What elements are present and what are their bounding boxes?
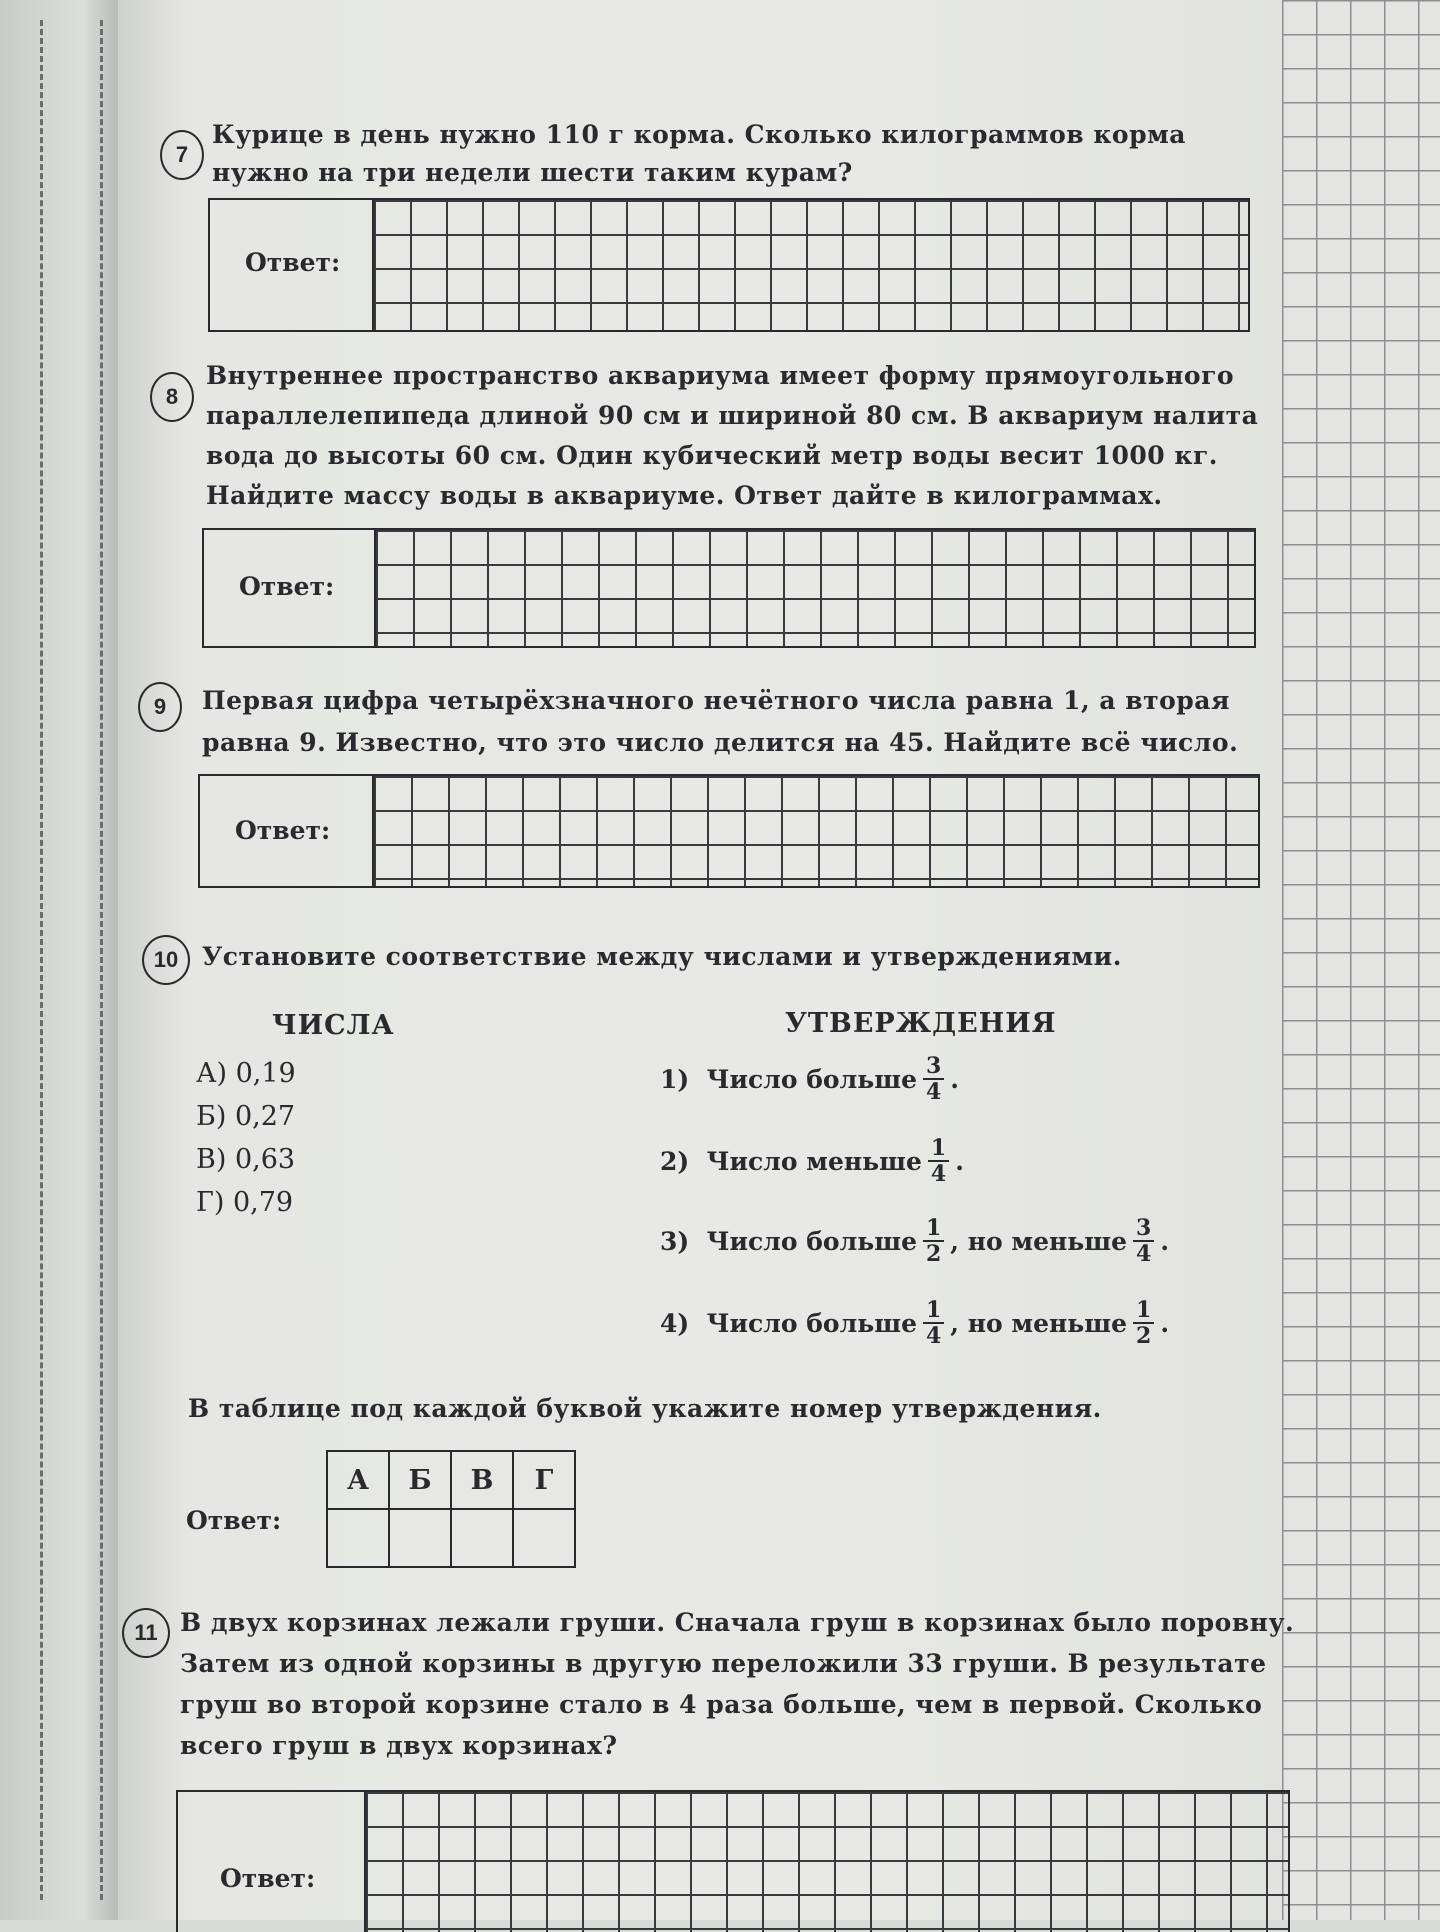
statement-4: 4) Число больше $\frac{1}{4}$ , но меньше $\frac{1}{2}$ . (660, 1297, 1170, 1349)
task-8-answer-box[interactable] (202, 528, 1256, 648)
task-11-answer-box[interactable] (176, 1790, 1290, 1932)
task-11-number: 11 (122, 1608, 170, 1658)
numbers-header: ЧИСЛА (272, 1010, 395, 1041)
task-10-answer-table (326, 1450, 576, 1568)
statement-text: Число меньше (706, 1146, 922, 1176)
table-header-a: А (327, 1451, 389, 1509)
answer-label: Ответ: (220, 1864, 316, 1893)
statement-text: Число больше (706, 1308, 917, 1338)
statements-header: УТВЕРЖДЕНИЯ (785, 1008, 1057, 1039)
task-8-text: Внутреннее пространство аквариума имеет форму прямоугольного параллелепипеда длиной 90 см и шириной 80 см. В аквариум налита вода до высоты 60 см. Один кубический метр воды весит 1000 кг. Найдите массу воды в аквариуме. Ответ дайте в килограммах. (206, 361, 1259, 510)
task-9-text: Первая цифра четырёхзначного нечётного числа равна 1, а вторая равна 9. Известно, что это число делится на 45. Найдите всё число. (202, 686, 1239, 757)
statement-3: 3) Число больше $\frac{1}{2}$ , но меньше $\frac{3}{4}$ . (660, 1215, 1170, 1267)
fraction: $\frac{1}{4}$ (923, 1298, 944, 1348)
number-item-b: Б) 0,27 (196, 1101, 296, 1132)
task-10-instruction: В таблице под каждой буквой укажите номер утверждения. (188, 1394, 1102, 1423)
task-11-text: В двух корзинах лежали груши. Сначала груш в корзинах было поровну. Затем из одной корзины в другую переложили 33 груши. В результате груш во второй корзине стало в 4 раза больше, чем в первой. Сколько всего груш в двух корзинах? (180, 1608, 1295, 1760)
fraction: $\frac{1}{2}$ (1133, 1298, 1154, 1348)
answer-cell-b[interactable] (389, 1509, 451, 1567)
statement-number: 2) (660, 1146, 690, 1176)
statement-number: 4) (660, 1308, 690, 1338)
cut-line-left (40, 20, 43, 1900)
task-8-number: 8 (150, 372, 194, 422)
answer-label: Ответ: (239, 572, 335, 601)
fraction: $\frac{3}{4}$ (923, 1054, 944, 1104)
statement-number: 3) (660, 1226, 690, 1256)
task-7-text: Курице в день нужно 110 г корма. Сколько килограммов корма нужно на три недели шести таким курам? (212, 120, 1186, 187)
task-10-text: Установите соответствие между числами и утверждениями. (202, 942, 1122, 971)
task-11-answer-grid[interactable] (364, 1792, 1288, 1932)
graph-paper-sheet (1282, 0, 1440, 1920)
cut-line-right (100, 20, 103, 1900)
task-8-answer-grid[interactable] (374, 530, 1254, 646)
task-9-answer-grid[interactable] (372, 776, 1258, 886)
task-7-answer-grid[interactable] (372, 200, 1248, 330)
table-header-g: Г (513, 1451, 575, 1509)
answer-cell-g[interactable] (513, 1509, 575, 1567)
statement-number: 1) (660, 1064, 690, 1094)
task-9-number: 9 (138, 682, 182, 732)
number-item-g: Г) 0,79 (196, 1187, 294, 1218)
answer-label: Ответ: (235, 816, 331, 845)
statement-2: 2) Число меньше $\frac{1}{4}$ . (660, 1135, 964, 1187)
number-item-v: В) 0,63 (196, 1144, 296, 1175)
answer-cell-v[interactable] (451, 1509, 513, 1567)
statement-text: Число больше (706, 1226, 917, 1256)
answer-cell-a[interactable] (327, 1509, 389, 1567)
answer-label: Ответ: (186, 1506, 282, 1535)
number-item-a: А) 0,19 (196, 1058, 296, 1089)
fraction: $\frac{3}{4}$ (1133, 1216, 1154, 1266)
statement-text: Число больше (706, 1064, 917, 1094)
fraction: $\frac{1}{2}$ (923, 1216, 944, 1266)
table-header-v: В (451, 1451, 513, 1509)
table-header-b: Б (389, 1451, 451, 1509)
task-7-number: 7 (160, 130, 204, 180)
fraction: $\frac{1}{4}$ (928, 1136, 949, 1186)
answer-label: Ответ: (245, 248, 341, 277)
task-7-answer-box[interactable] (208, 198, 1250, 332)
task-9-answer-box[interactable] (198, 774, 1260, 888)
task-10-number: 10 (142, 935, 190, 985)
statement-1: 1) Число больше $\frac{3}{4}$ . (660, 1053, 960, 1105)
left-page-edge (0, 0, 118, 1920)
